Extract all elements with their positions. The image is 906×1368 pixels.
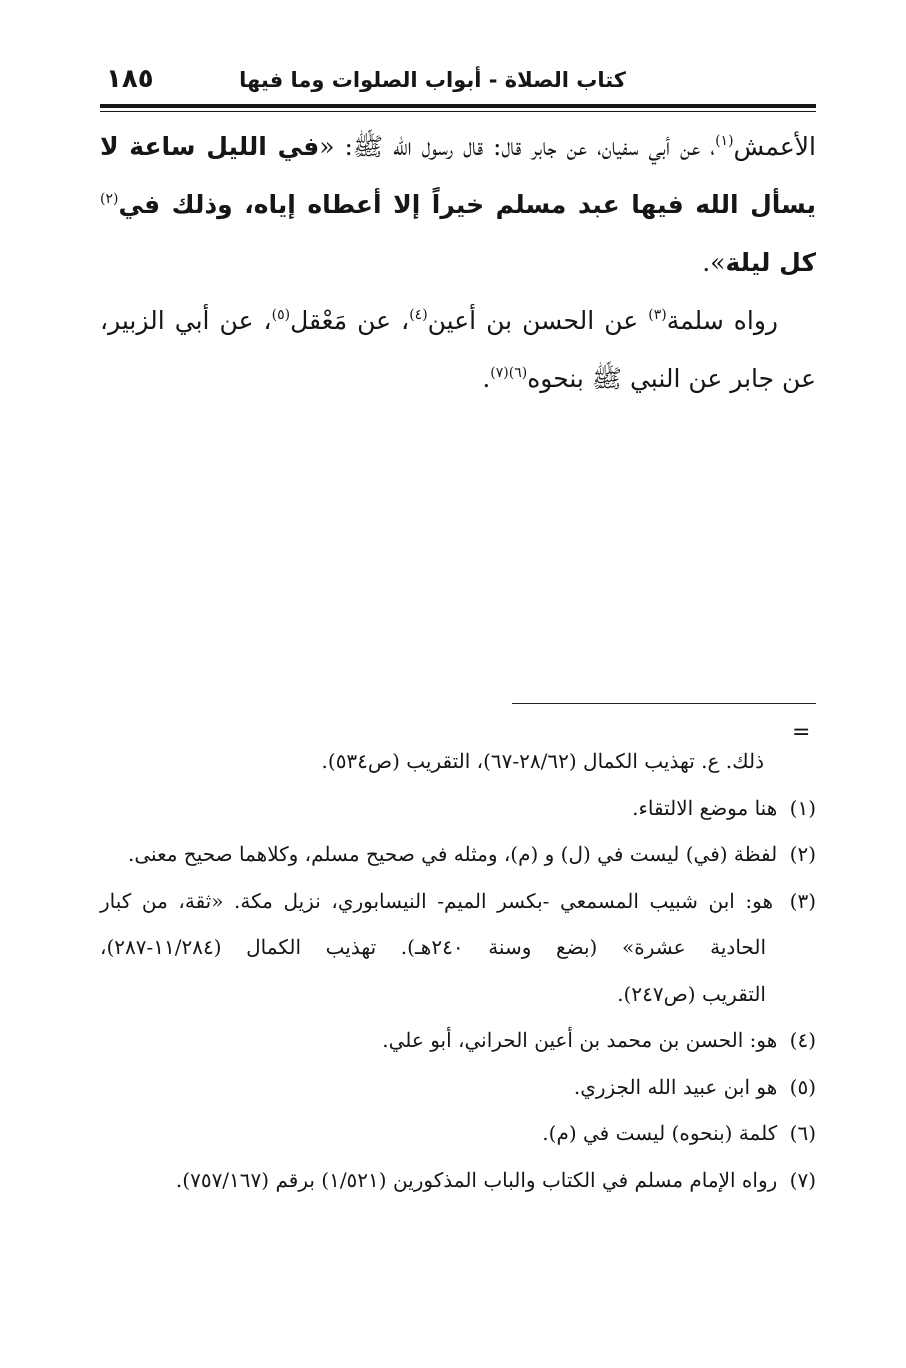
footnote-text: هو: الحسن بن محمد بن أعين الحراني، أبو علي. [382, 1028, 778, 1052]
footnote-ref: (٤) [409, 307, 428, 323]
text-segment: الأعمش [733, 132, 816, 161]
chapter-title: كتاب الصلاة - أبواب الصلوات وما فيها [239, 68, 626, 92]
footnote-text: التقريب (ص٢٤٧). [617, 981, 766, 1006]
footnote-number: (٢) [789, 842, 816, 866]
footnote-4 [100, 1017, 816, 1064]
footnote-2 [100, 831, 816, 878]
footnote-number: (٣) [789, 888, 816, 913]
footnote-separator [512, 703, 816, 704]
footnote-continued: ذلك. ع. تهذيب الكمال (٢٨/٦٢-٦٧)، التقريب (ص٥٣٤). [321, 749, 764, 773]
text-segment: ، عن أبي الزبير، عن جابر عن النبي ﷺ بنحوه [100, 306, 816, 393]
text-segment: ، عن أبي سفيان، عن جابر قال: قال رسول الله ﷺ: « [319, 132, 716, 161]
main-text [100, 118, 816, 408]
footnote-number: (٤) [789, 1028, 816, 1052]
footnote-ref: (٥) [271, 307, 291, 323]
footnote-3-line2 [100, 924, 816, 971]
footnotes [100, 738, 816, 1203]
footnote-number: (٧) [789, 1167, 816, 1192]
footnote-3 [100, 878, 816, 925]
text-segment: . [482, 364, 491, 393]
footnote-text: هو ابن عبيد الله الجزري. [573, 1074, 778, 1099]
footnote-3-line3 [100, 971, 816, 1018]
header-rule-thin [100, 111, 816, 112]
hadith-paragraph [100, 118, 816, 292]
footnote-text: كلمة (بنحوه) ليست في (م). [542, 1121, 778, 1145]
text-segment: ، عن مَعْقل [290, 306, 410, 335]
text-segment: عن الحسن بن أعين [427, 306, 649, 335]
footnote-text: هو: ابن شبيب المسمعي -بكسر الميم- النيسابوري، نزيل مكة. «ثقة، من كبار [100, 888, 774, 913]
text-segment: رواه سلمة [666, 306, 778, 335]
hadith-text: في الليل ساعة لا يسأل الله فيها عبد مسلم خيراً إلا أعطاه إياه، وذلك في [100, 132, 816, 219]
footnote-continuation-mark: = [792, 720, 811, 745]
footnote-7 [100, 1157, 816, 1204]
footnote-5 [100, 1064, 816, 1111]
footnote-ref: (٣) [648, 307, 667, 323]
footnote-number: (٦) [789, 1121, 816, 1145]
hadith-text: كل ليلة [725, 248, 816, 277]
footnote-6 [100, 1110, 816, 1157]
footnote-text: الحادية عشرة» (بضع وسنة ٢٤٠هـ). تهذيب الكمال (١١/٢٨٤-٢٨٧)، [100, 935, 766, 959]
footnote-text: لفظة (في) ليست في (ل) و (م)، ومثله في صحيح مسلم، وكلاهما صحيح معنى. [128, 842, 778, 866]
text-segment: ». [702, 248, 726, 277]
footnote-ref: (٦)(٧) [490, 365, 528, 381]
page-number: ١٨٥ [106, 64, 154, 94]
footnote-ref: (٢) [100, 191, 119, 207]
footnote-number: (١) [789, 795, 816, 820]
footnote-number: (٥) [789, 1074, 816, 1099]
running-header [100, 64, 816, 104]
header-rule-thick [100, 104, 816, 108]
footnote-1 [100, 785, 816, 832]
footnote-ref: (١) [715, 133, 734, 149]
footnote-text: هنا موضع الالتقاء. [632, 795, 778, 820]
isnad-paragraph [100, 292, 816, 408]
footnote-text: رواه الإمام مسلم في الكتاب والباب المذكورين (١/٥٢١) برقم (٧٥٧/١٦٧). [175, 1167, 778, 1192]
